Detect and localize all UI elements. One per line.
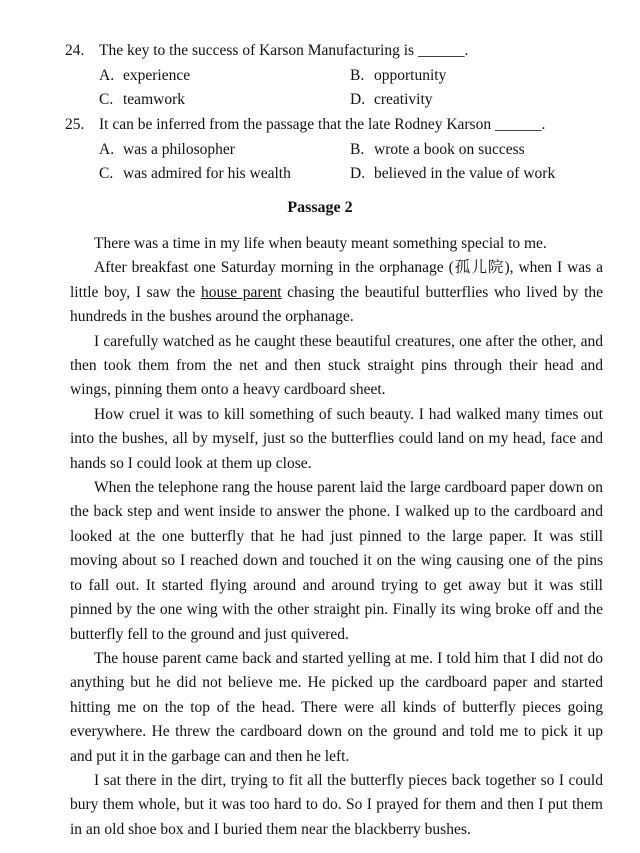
question-number: 24. [65, 42, 85, 59]
option-label: A. [99, 67, 115, 84]
paragraph: There was a time in my life when beauty meant something special to me. [94, 235, 547, 252]
option-text: was admired for his wealth [123, 165, 291, 182]
option-text: experience [123, 67, 191, 84]
question-number: 25. [65, 116, 85, 133]
option-label: D. [350, 165, 366, 182]
paragraph [70, 256, 603, 329]
option-text: wrote a book on success [374, 141, 525, 158]
passage-body [70, 232, 603, 842]
q25-option-c [99, 165, 291, 183]
q25-option-a [99, 141, 235, 159]
paragraph-text: chasing the beautiful butterflies who lived by the hundreds in the bushes around the orphanage. [70, 283, 604, 326]
option-text: teamwork [123, 91, 185, 108]
q25-option-b [350, 141, 525, 159]
option-label: D. [350, 91, 366, 108]
option-label: C. [99, 91, 114, 108]
q24-option-b [350, 67, 446, 85]
option-label: B. [350, 67, 365, 84]
passage-title: Passage 2 [287, 199, 353, 216]
option-text: creativity [374, 91, 433, 108]
paragraph: I carefully watched as he caught these beautiful creatures, one after the other, and then took them from the net and then stuck straight pins through their head and wings, pinning them onto a heavy cardboard sheet. [70, 332, 603, 399]
option-label: B. [350, 141, 365, 158]
paragraph: When the telephone rang the house parent laid the large cardboard paper down on the back step and went inside to answer the phone. I walked up to the cardboard and looked at the one butterfly that he had just pinned to the large paper. It was still moving about so I reached down and touched it on the wing causing one of the pins to fall out. It started flying around and around trying to get away but it was still pinned by the one wing with the other straight pin. Finally its wing broke off and the butterfly fell to the ground and just quivered. [70, 479, 603, 643]
underlined-term: house parent [200, 283, 282, 301]
q25-option-d [350, 165, 555, 183]
question-stem: The key to the success of Karson Manufacturing is ______. [99, 42, 469, 59]
paragraph: The house parent came back and started yelling at me. I told him that I did not do anything but he did not believe me. He picked up the cardboard paper and started hitting me on the top of the head. There were all kinds of butterfly pieces going everywhere. He threw the cardboard down on the ground and told me to pick it up and put it in the garbage can and then he left. [70, 649, 603, 765]
paragraph-text: After breakfast one Saturday morning in the orphanage (孤儿院), when I was a little boy, I saw the [70, 259, 603, 301]
option-label: C. [99, 165, 114, 182]
paragraph: I sat there in the dirt, trying to fit all the butterfly pieces back together so I could bury them whole, but it was too hard to do. So I prayed for them and then I put them in an old shoe box and I buried them near the blackberry bushes. [70, 771, 603, 838]
option-text: opportunity [374, 67, 447, 84]
q24-option-d [350, 91, 433, 109]
question-stem: It can be inferred from the passage that the late Rodney Karson ______. [99, 116, 546, 133]
option-text: believed in the value of work [374, 165, 556, 182]
q24-option-c [99, 91, 185, 109]
question-25 [65, 116, 545, 134]
paragraph: How cruel it was to kill something of such beauty. I had walked many times out into the bushes, all by myself, just so the butterflies could land on my head, face and hands so I could look at them up close. [70, 405, 603, 472]
option-label: A. [99, 141, 115, 158]
q24-option-a [99, 67, 190, 85]
option-text: was a philosopher [123, 141, 235, 158]
question-24 [65, 42, 468, 60]
